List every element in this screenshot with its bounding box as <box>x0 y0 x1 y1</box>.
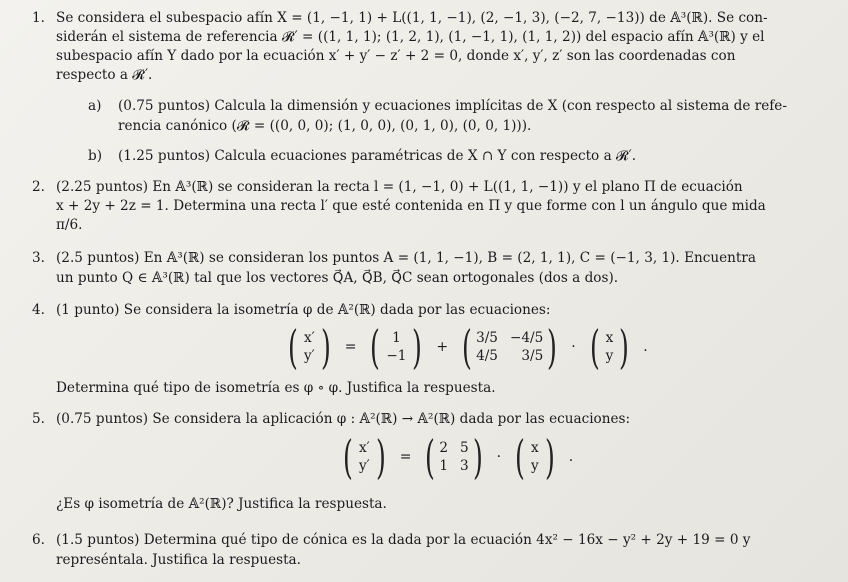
problem-5-line-1: (0.75 puntos) Se considera la aplicación φ : 𝔸²(ℝ) → 𝔸²(ℝ) dada por las ecuaciones: <box>56 411 631 427</box>
p4-lhs-2: y′ <box>303 348 315 364</box>
problem-2-line-3: π/6. <box>56 217 83 233</box>
p5-m21: 1 <box>439 458 449 474</box>
problem-4-line-2: Determina qué tipo de isometría es φ ∘ φ. Justifica la respuesta. <box>56 380 496 396</box>
p4-vec-2: y <box>605 348 614 364</box>
problem-3-line-1: (2.5 puntos) En 𝔸³(ℝ) se consideran los puntos A = (1, 1, −1), B = (2, 1, 1), C = (−1, 3, 1). Encuentra <box>56 250 756 266</box>
problem-6-line-1: (1.5 puntos) Determina qué tipo de cónica es la dada por la ecuación 4x² − 16x − y² + 2y + 19 = 0 y <box>56 532 751 548</box>
p4-lhs-1: x′ <box>303 330 315 346</box>
problem-5-equation: ( x′ y′ ) = ( 2 5 1 3 ) · ( x y ) . <box>343 430 574 484</box>
problem-5-line-2: ¿Es φ isometría de 𝔸²(ℝ)? Justifica la respuesta. <box>56 496 387 512</box>
p4-m22: 3/5 <box>521 348 544 364</box>
p5-lhs-1: x′ <box>358 440 370 456</box>
problem-1-line-4: respecto a 𝓡′. <box>56 67 153 83</box>
p4-const-1: 1 <box>392 330 401 346</box>
problem-1b-label: b) <box>88 148 103 164</box>
p5-vec-1: x <box>531 440 539 456</box>
problem-2-line-2: x + 2y + 2z = 1. Determina una recta l′ que esté contenida en Π y que forme con l un ángulo que mida <box>56 198 766 214</box>
p5-m11: 2 <box>439 440 449 456</box>
problem-1a-line-2: rencia canónico (𝓡 = ((0, 0, 0); (1, 0, 0), (0, 1, 0), (0, 0, 1))). <box>118 118 532 134</box>
problem-3-number: 3. <box>32 250 45 266</box>
p4-m21: 4/5 <box>476 348 498 364</box>
problem-6-number: 6. <box>32 532 45 548</box>
problem-2-number: 2. <box>32 179 45 195</box>
p5-m22: 3 <box>460 458 469 474</box>
p4-m12: −4/5 <box>509 330 544 346</box>
p5-lhs-2: y′ <box>358 458 370 474</box>
problem-4-equation: ( x′ y′ ) = ( 1 −1 ) + ( 3/5 −4/5 4/5 3/5 ) · ( x y ) . <box>288 320 648 374</box>
problem-1-line-1: Se considera el subespacio afín X = (1, −1, 1) + L((1, 1, −1), (2, −1, 3), (−2, 7, −13)) de 𝔸³(ℝ). Se con- <box>56 10 768 26</box>
p4-vec-1: x <box>605 330 614 346</box>
problem-1a-line-1: (0.75 puntos) Calcula la dimensión y ecuaciones implícitas de X (con respecto al sistema de refe- <box>118 98 787 114</box>
problem-1b-line-1: (1.25 puntos) Calcula ecuaciones paramétricas de X ∩ Y con respecto a 𝓡′. <box>118 148 637 164</box>
p5-vec-2: y <box>531 458 539 474</box>
p5-m12: 5 <box>460 440 469 456</box>
problem-2-line-1: (2.25 puntos) En 𝔸³(ℝ) se consideran la recta l = (1, −1, 0) + L((1, 1, −1)) y el plano Π de ecuación <box>56 179 743 195</box>
problem-3-line-2: un punto Q ∈ 𝔸³(ℝ) tal que los vectores Q⃗A, Q⃗B, Q⃗C sean ortogonales (dos a dos). <box>56 270 619 286</box>
problem-4-line-1: (1 punto) Se considera la isometría φ de 𝔸²(ℝ) dada por las ecuaciones: <box>56 302 551 318</box>
problem-5-number: 5. <box>32 411 45 427</box>
problem-4-number: 4. <box>32 302 45 318</box>
problem-6-line-2: represéntala. Justifica la respuesta. <box>56 552 301 568</box>
problem-1-line-3: subespacio afín Y dado por la ecuación x′ + y′ − z′ + 2 = 0, donde x′, y′, z′ son las coordenadas con <box>56 48 736 64</box>
p4-const-2: −1 <box>386 348 407 364</box>
problem-1a-label: a) <box>88 98 102 114</box>
problem-1-line-2: siderán el sistema de referencia 𝓡′ = ((1, 1, 1); (1, 2, 1), (1, −1, 1), (1, 1, 2)) del espacio afín 𝔸³(ℝ) y el <box>56 29 765 45</box>
problem-1-number: 1. <box>32 10 45 26</box>
p4-m11: 3/5 <box>476 330 498 346</box>
